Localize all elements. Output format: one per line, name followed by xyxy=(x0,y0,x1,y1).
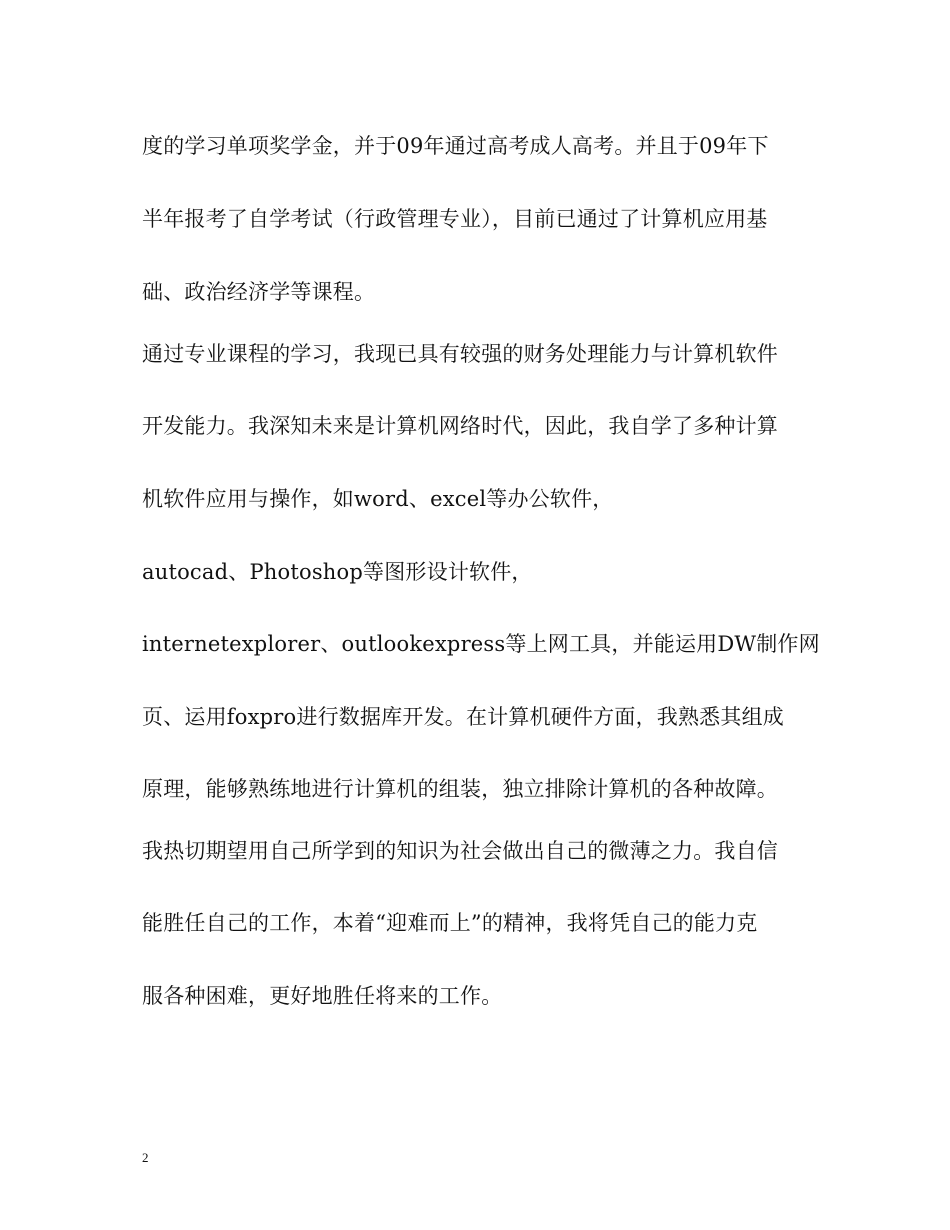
body-text-line: 能胜任自己的工作，本着“迎难而上”的精神，我将凭自己的能力克 xyxy=(142,911,758,935)
body-text-line: 我热切期望用自己所学到的知识为社会做出自己的微薄之力。我自信 xyxy=(142,839,778,863)
body-text-line: 页、运用foxpro进行数据库开发。在计算机硬件方面，我熟悉其组成 xyxy=(142,705,784,729)
body-text-line: 度的学习单项奖学金，并于09年通过高考成人高考。并且于09年下 xyxy=(142,134,769,158)
body-text-line: 开发能力。我深知未来是计算机网络时代，因此，我自学了多种计算 xyxy=(142,414,778,438)
body-text-line: 半年报考了自学考试（行政管理专业），目前已通过了计算机应用基 xyxy=(142,207,768,231)
body-text-line: 础、政治经济学等课程。 xyxy=(142,280,376,304)
body-text-line: 通过专业课程的学习，我现已具有较强的财务处理能力与计算机软件 xyxy=(142,342,778,366)
body-text-line: 机软件应用与操作，如word、excel等办公软件， xyxy=(142,487,614,511)
body-text-line: autocad、Photoshop等图形设计软件， xyxy=(142,560,533,584)
body-text-line: 原理，能够熟练地进行计算机的组装，独立排除计算机的各种故障。 xyxy=(142,777,778,801)
body-text-line: internetexplorer、outlookexpress等上网工具，并能运用DW制作网 xyxy=(142,632,820,656)
page-number: 2 xyxy=(142,1150,149,1165)
body-text-line: 服各种困难，更好地胜任将来的工作。 xyxy=(142,984,503,1008)
